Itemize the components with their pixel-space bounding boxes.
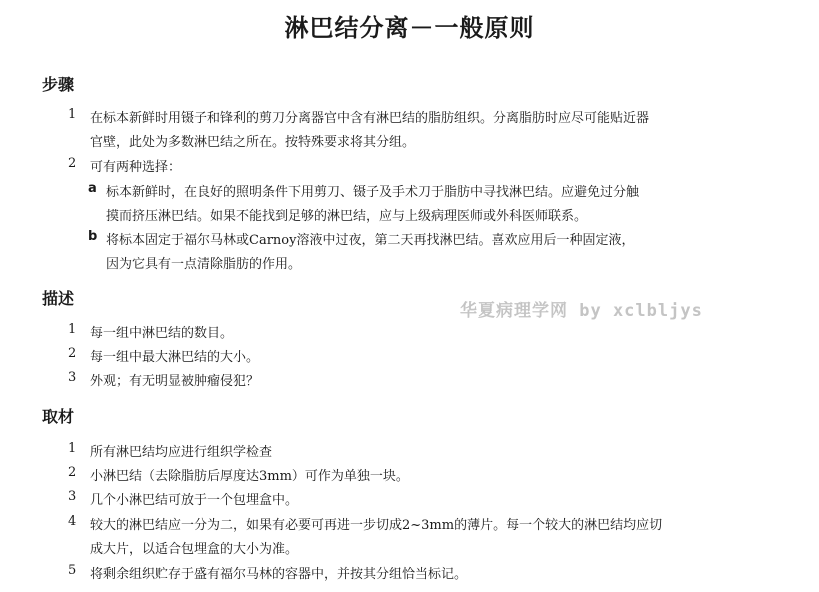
sub-item-text: 标本新鲜时，在良好的照明条件下用剪刀、镊子及手术刀于脂肪中寻找淋巴结。应避免过分触 [106, 185, 640, 200]
list-item-text: 较大的淋巴结应一分为二，如果有必要可再进一步切成2~3mm的薄片。每一个较大的淋巴结均应切 [90, 518, 663, 533]
list-number: 3 [68, 370, 77, 385]
section-heading-steps: 步骤 [42, 75, 75, 94]
sub-item-label: a [88, 181, 97, 196]
list-number: 2 [68, 465, 77, 480]
list-item-text: 每一组中最大淋巴结的大小。 [90, 350, 260, 365]
sub-item-text: 因为它具有一点清除脂肪的作用。 [106, 257, 302, 272]
list-number: 1 [68, 441, 77, 456]
list-item-text: 成大片，以适合包埋盒的大小为准。 [90, 542, 299, 557]
page-title: 淋巴结分离－一般原则 [284, 14, 535, 42]
sub-item-text: 摸而挤压淋巴结。如果不能找到足够的淋巴结，应与上级病理医师或外科医师联系。 [106, 209, 588, 224]
sub-item-label: b [88, 229, 98, 244]
list-item-text: 在标本新鲜时用镊子和锋利的剪刀分离器官中含有淋巴结的脂肪组织。分离脂肪时应尽可能贴近器 [90, 111, 650, 126]
list-item-text: 官壁，此处为多数淋巴结之所在。按特殊要求将其分组。 [90, 135, 416, 150]
watermark: 华夏病理学网 by xclbljys [460, 301, 703, 321]
section-heading-description: 描述 [42, 289, 75, 308]
list-item-text: 外观；有无明显被肿瘤侵犯？ [90, 374, 260, 389]
list-number: 2 [68, 156, 77, 171]
sub-item-text: 将标本固定于福尔马林或Carnoy溶液中过夜，第二天再找淋巴结。喜欢应用后一种固定液， [106, 233, 635, 248]
list-number: 5 [68, 563, 77, 578]
list-number: 1 [68, 107, 77, 122]
list-number: 4 [68, 514, 77, 529]
list-item-text: 可有两种选择： [90, 160, 182, 175]
list-number: 1 [68, 322, 77, 337]
list-item-text: 所有淋巴结均应进行组织学检查 [90, 445, 273, 460]
list-number: 3 [68, 489, 77, 504]
list-item-text: 每一组中淋巴结的数目。 [90, 326, 234, 341]
list-number: 2 [68, 346, 77, 361]
list-item-text: 小淋巴结（去除脂肪后厚度达3mm）可作为单独一块。 [90, 469, 409, 484]
list-item-text: 几个小淋巴结可放于一个包埋盒中。 [90, 493, 299, 508]
list-item-text: 将剩余组织贮存于盛有福尔马林的容器中，并按其分组恰当标记。 [90, 567, 468, 582]
section-heading-sampling: 取材 [42, 407, 75, 426]
